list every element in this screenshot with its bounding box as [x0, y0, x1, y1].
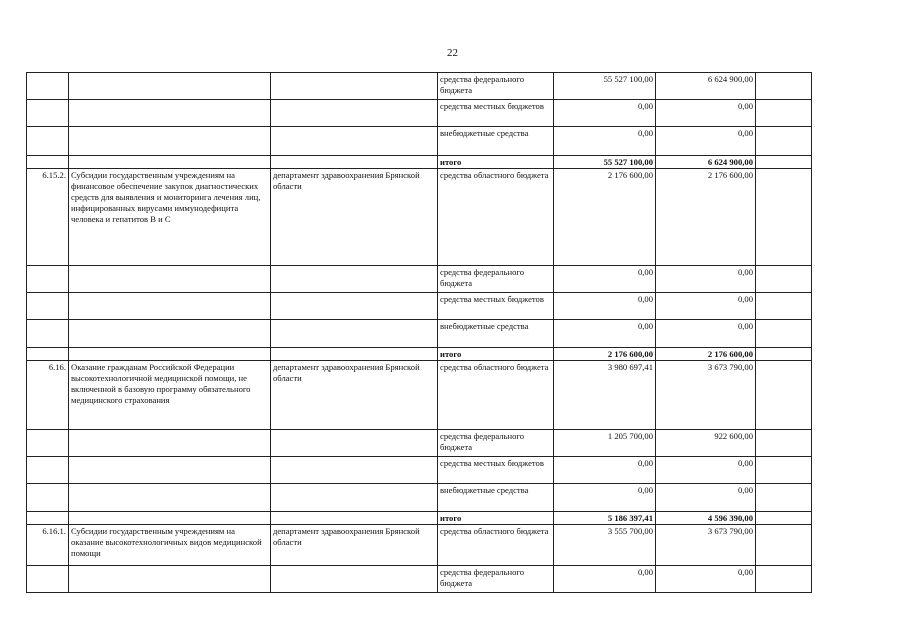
funding-source-cell: средства федерального бюджета	[438, 566, 554, 593]
code-cell	[27, 100, 69, 127]
empty-cell	[756, 266, 812, 293]
funding-source-cell: внебюджетные средства	[438, 127, 554, 156]
empty-cell	[756, 348, 812, 361]
department-cell: департамент здравоохранения Брянской области	[271, 361, 438, 430]
department-cell: департамент здравоохранения Брянской области	[271, 525, 438, 566]
empty-cell	[756, 156, 812, 169]
funding-source-cell: средства областного бюджета	[438, 169, 554, 266]
value-2024-cell: 0,00	[656, 484, 756, 512]
department-cell	[271, 100, 438, 127]
empty-cell	[756, 73, 812, 100]
department-cell	[271, 127, 438, 156]
department-cell	[271, 293, 438, 320]
code-cell: 6.15.2.	[27, 169, 69, 266]
empty-cell	[756, 512, 812, 525]
department-cell	[271, 320, 438, 348]
funding-source-cell: средства местных бюджетов	[438, 100, 554, 127]
budget-table	[26, 72, 812, 593]
name-cell	[69, 430, 271, 457]
table-row	[27, 484, 812, 512]
funding-source-cell: средства местных бюджетов	[438, 457, 554, 484]
value-2023-cell: 0,00	[554, 320, 656, 348]
value-2024-cell: 0,00	[656, 293, 756, 320]
value-2023-cell: 0,00	[554, 566, 656, 593]
value-2023-cell: 3 555 700,00	[554, 525, 656, 566]
name-cell	[69, 512, 271, 525]
name-cell	[69, 73, 271, 100]
value-2024-cell: 0,00	[656, 100, 756, 127]
value-2023-cell: 0,00	[554, 266, 656, 293]
table-row	[27, 293, 812, 320]
funding-source-cell: внебюджетные средства	[438, 320, 554, 348]
table-row	[27, 320, 812, 348]
name-cell	[69, 566, 271, 593]
empty-cell	[756, 320, 812, 348]
empty-cell	[756, 127, 812, 156]
value-2024-cell: 922 600,00	[656, 430, 756, 457]
table-row	[27, 127, 812, 156]
value-2024-cell: 3 673 790,00	[656, 525, 756, 566]
department-cell	[271, 566, 438, 593]
value-2023-cell: 55 527 100,00	[554, 73, 656, 100]
empty-cell	[756, 457, 812, 484]
value-2024-cell: 0,00	[656, 127, 756, 156]
code-cell: 6.16.	[27, 361, 69, 430]
table-row	[27, 430, 812, 457]
value-2024-cell: 4 596 390,00	[656, 512, 756, 525]
code-cell	[27, 348, 69, 361]
table-row	[27, 457, 812, 484]
funding-source-cell: средства федерального бюджета	[438, 73, 554, 100]
department-cell	[271, 266, 438, 293]
value-2023-cell: 1 205 700,00	[554, 430, 656, 457]
table-row	[27, 566, 812, 593]
department-cell	[271, 156, 438, 169]
department-cell	[271, 73, 438, 100]
name-cell	[69, 100, 271, 127]
value-2024-cell: 2 176 600,00	[656, 348, 756, 361]
empty-cell	[756, 484, 812, 512]
code-cell	[27, 127, 69, 156]
code-cell	[27, 566, 69, 593]
name-cell: Субсидии государственным учреждениям на финансовое обеспечение закупок диагностических средств для выявления и мониторинга лечения лиц, инфицированных вирусами иммунодефицита человека и гепатитов В и С	[69, 169, 271, 266]
code-cell	[27, 512, 69, 525]
name-cell	[69, 293, 271, 320]
value-2024-cell: 6 624 900,00	[656, 73, 756, 100]
value-2023-cell: 5 186 397,41	[554, 512, 656, 525]
empty-cell	[756, 100, 812, 127]
empty-cell	[756, 169, 812, 266]
value-2024-cell: 0,00	[656, 566, 756, 593]
name-cell	[69, 127, 271, 156]
value-2023-cell: 0,00	[554, 293, 656, 320]
code-cell	[27, 156, 69, 169]
value-2023-cell: 55 527 100,00	[554, 156, 656, 169]
name-cell	[69, 348, 271, 361]
code-cell	[27, 73, 69, 100]
code-cell	[27, 457, 69, 484]
empty-cell	[756, 361, 812, 430]
value-2023-cell: 0,00	[554, 127, 656, 156]
code-cell	[27, 266, 69, 293]
table-row	[27, 361, 812, 430]
value-2023-cell: 2 176 600,00	[554, 348, 656, 361]
value-2024-cell: 0,00	[656, 266, 756, 293]
value-2023-cell: 0,00	[554, 457, 656, 484]
funding-source-cell: средства областного бюджета	[438, 525, 554, 566]
table-row	[27, 73, 812, 100]
funding-source-cell: итого	[438, 156, 554, 169]
department-cell: департамент здравоохранения Брянской области	[271, 169, 438, 266]
empty-cell	[756, 430, 812, 457]
department-cell	[271, 430, 438, 457]
funding-source-cell: внебюджетные средства	[438, 484, 554, 512]
funding-source-cell: средства областного бюджета	[438, 361, 554, 430]
empty-cell	[756, 525, 812, 566]
code-cell	[27, 320, 69, 348]
funding-source-cell: итого	[438, 512, 554, 525]
name-cell	[69, 484, 271, 512]
name-cell	[69, 457, 271, 484]
total-row	[27, 156, 812, 169]
table-row	[27, 100, 812, 127]
funding-source-cell: средства федерального бюджета	[438, 266, 554, 293]
name-cell: Субсидии государственным учреждениям на оказание высокотехнологичных видов медицинской помощи	[69, 525, 271, 566]
table-row	[27, 525, 812, 566]
name-cell	[69, 156, 271, 169]
empty-cell	[756, 293, 812, 320]
value-2023-cell: 0,00	[554, 100, 656, 127]
name-cell	[69, 266, 271, 293]
department-cell	[271, 457, 438, 484]
code-cell	[27, 293, 69, 320]
page-number: 22	[447, 47, 458, 59]
value-2024-cell: 2 176 600,00	[656, 169, 756, 266]
value-2023-cell: 0,00	[554, 484, 656, 512]
value-2024-cell: 6 624 900,00	[656, 156, 756, 169]
table-body	[27, 73, 812, 593]
table-row	[27, 169, 812, 266]
code-cell: 6.16.1.	[27, 525, 69, 566]
code-cell	[27, 484, 69, 512]
funding-source-cell: средства местных бюджетов	[438, 293, 554, 320]
funding-source-cell: итого	[438, 348, 554, 361]
value-2024-cell: 0,00	[656, 320, 756, 348]
name-cell: Оказание гражданам Российской Федерации высокотехнологичной медицинской помощи, не включенной в базовую программу обязательного медицинского страхования	[69, 361, 271, 430]
department-cell	[271, 348, 438, 361]
value-2023-cell: 2 176 600,00	[554, 169, 656, 266]
total-row	[27, 512, 812, 525]
funding-source-cell: средства федерального бюджета	[438, 430, 554, 457]
name-cell	[69, 320, 271, 348]
value-2024-cell: 0,00	[656, 457, 756, 484]
department-cell	[271, 484, 438, 512]
department-cell	[271, 512, 438, 525]
table-row	[27, 266, 812, 293]
value-2024-cell: 3 673 790,00	[656, 361, 756, 430]
empty-cell	[756, 566, 812, 593]
value-2023-cell: 3 980 697,41	[554, 361, 656, 430]
code-cell	[27, 430, 69, 457]
total-row	[27, 348, 812, 361]
